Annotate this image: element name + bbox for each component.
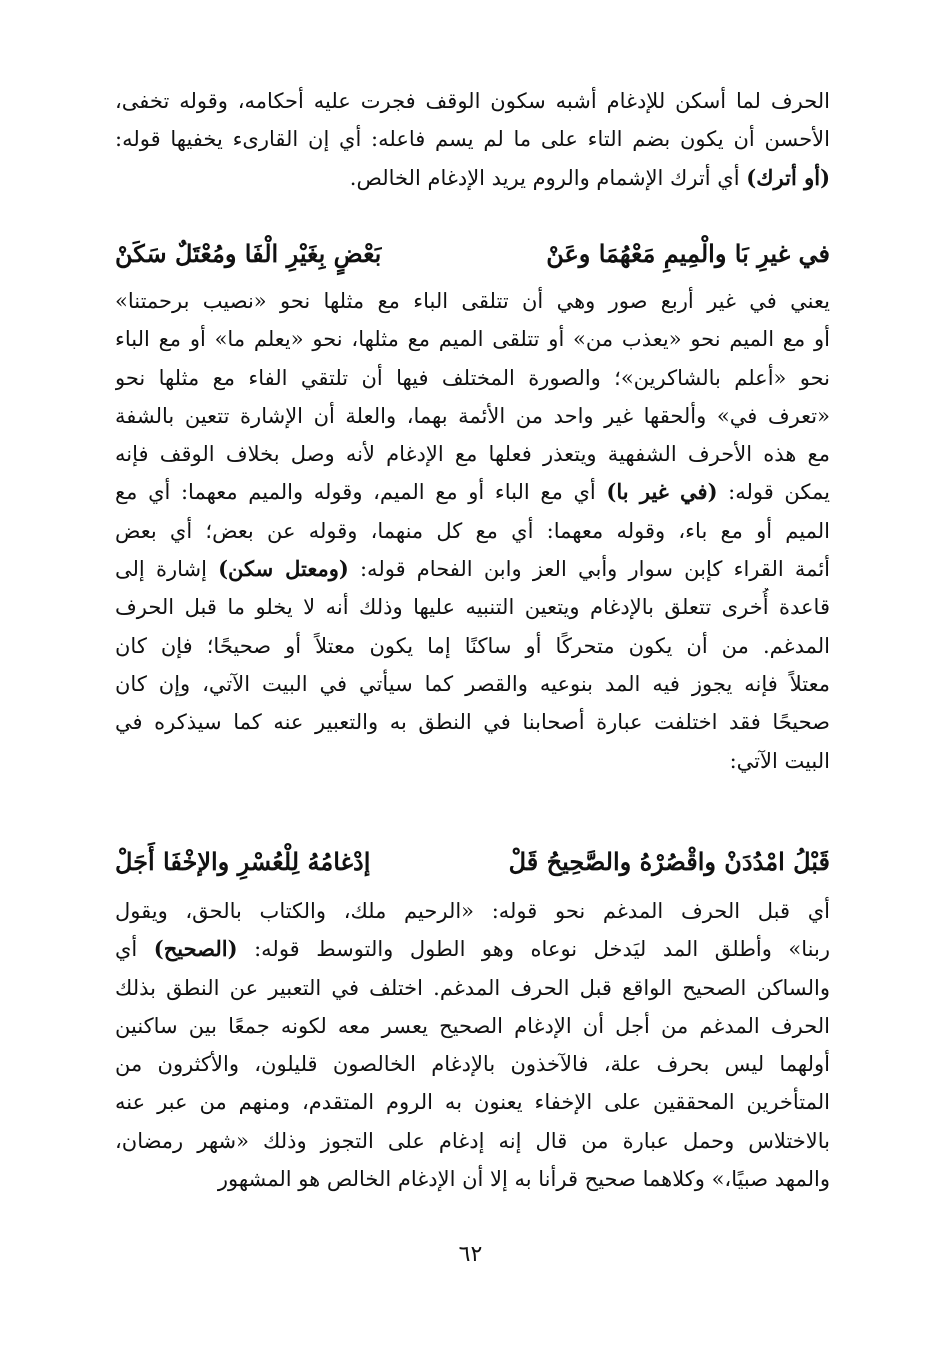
text-line: والساكن الصحيح الواقع قبل الحرف المدغم. اختلف في التعبير عن النطق بذلك — [115, 975, 830, 1000]
text-line: بالاختلاس وحمل عبارة من قال إنه إدغام على التجوز وذلك «شهر رمضان، — [115, 1128, 830, 1153]
text-line: نحو «أعلم بالشاكرين»؛ والصورة المختلف فيها أن تلتقي الفاء مع مثلها نحو — [115, 365, 830, 390]
page-number: ٦٢ — [458, 1242, 483, 1267]
text-line — [115, 159, 830, 197]
text-line: قاعدة أُخرى تتعلق بالإدغام ويتعين التنبيه عليها وذلك أنه لا يخلو ما قبل الحرف — [115, 595, 830, 620]
text-line — [115, 473, 830, 511]
text-line: المتأخرين المحققين على الإخفاء يعنون به الروم المتقدم، ومنهم من عبر عنه — [115, 1090, 830, 1115]
text-segment: ربنا» وأطلق المد ليَدخل نوعاه وهو الطول والتوسط قوله: — [237, 937, 830, 962]
text-line: أي قبل الحرف المدغم نحو قوله: «الرحيم ملك، والكتاب بالحق، ويقول — [115, 899, 830, 923]
text-line: البيت الآتي: — [729, 748, 830, 773]
paragraph-commentary-2 — [115, 282, 830, 780]
text-segment: أي مع الباء أو مع الميم، وقوله والميم معهما: أي مع — [115, 480, 607, 505]
text-segment: أئمة القراء كإبن سوار وأبي العز وابن الفحام قوله: — [348, 557, 830, 582]
text-line: «تعرف في» وألحقها غير واحد من الأئمة بهما، والعلة أن الإشارة تتعين بالشفة — [115, 403, 830, 428]
text-line: والمهد صبيًا،» وكلاهما صحيح قرأنا به إلا أن الإدغام الخالص هو المشهور — [217, 1167, 830, 1192]
paragraph-commentary-1 — [115, 82, 830, 197]
text-line: الحرف لما أسكن للإدغام أشبه سكون الوقف فجرت عليه أحكامه، وقوله تخفى، — [115, 89, 830, 113]
quoted-verse-term: (الصحيح) — [153, 936, 238, 962]
verse-line-2 — [115, 840, 830, 884]
verse-line-1 — [115, 232, 830, 276]
text-line: مع هذه الأحرف الشفهية ويتعذر فعلها مع الإدغام لأنه وصل بخلاف الوقف فإنه — [115, 442, 830, 467]
text-line: الحرف المدغم من أجل أن الإدغام الصحيح يعسر معه لكونه جمعًا بين ساكنين — [115, 1013, 830, 1038]
verse-2-second-hemistich: إدْغامُهُ لِلْعُسْرِ والإخْفَا أَجَلْ — [115, 847, 371, 876]
text-segment: أي — [115, 937, 154, 962]
text-segment: يمكن قوله: — [717, 480, 830, 505]
text-line: أو مع الميم نحو «يعذب من» أو تتلقى الميم مع مثلها، نحو «يعلم ما» أو مع الباء — [115, 327, 830, 352]
verse-2-first-hemistich: قَبْلُ امْدُدَنْ واقْصُرْهُ والصَّحِيحُ قَلْ — [508, 847, 830, 876]
text-line: يعني في غير أربع صور وهي أن تتلقى الباء مع مثلها نحو «نصيب برحمتنا» — [115, 289, 830, 313]
text-line: الميم أو مع باء، وقوله معهما: أي مع كل منهما، وقوله عن بعض؛ أي بعض — [115, 518, 830, 543]
text-line: معتلاً فإنه يجوز فيه المد بنوعيه والقصر كما سيأتي في البيت الآتي، وإن كان — [115, 671, 830, 696]
text-line: الأحسن أن يكون بضم التاء على ما لم يسم فاعله: أي إن القارىء يخفيها قوله: — [115, 127, 830, 152]
quoted-verse-term: (في غير با) — [606, 479, 718, 505]
text-segment: أي أترك الإشمام والروم يريد الإدغام الخالص. — [349, 165, 747, 190]
text-line: أولهما ليس بحرف علة، فالآخذون بالإدغام الخالصون قليلون، والأكثرون من — [115, 1052, 830, 1077]
text-line: صحيحًا فقد اختلفت عبارة أصحابنا في النطق به والتعبير عنه كما سيذكره في — [115, 710, 830, 735]
verse-1-first-hemistich: في غيرِ بَا والْمِيمِ مَعْهُمَا وعَنْ — [546, 239, 830, 268]
text-line: المدغم. من أن يكون متحركًا أو ساكنًا إما يكون معتلاً أو صحيحًا؛ فإن كان — [115, 633, 830, 658]
quoted-verse-term: (أو أترك) — [746, 164, 830, 190]
text-segment: إشارة إلى — [115, 557, 219, 582]
text-line — [115, 930, 830, 968]
paragraph-commentary-3 — [115, 892, 830, 1198]
text-line — [115, 550, 830, 588]
verse-1-second-hemistich: بَعْضٍ بِغَيْرِ الْفَا ومُعْتَلٌ سَكَنْ — [115, 239, 382, 268]
quoted-verse-term: (ومعتل سكن) — [218, 556, 349, 582]
